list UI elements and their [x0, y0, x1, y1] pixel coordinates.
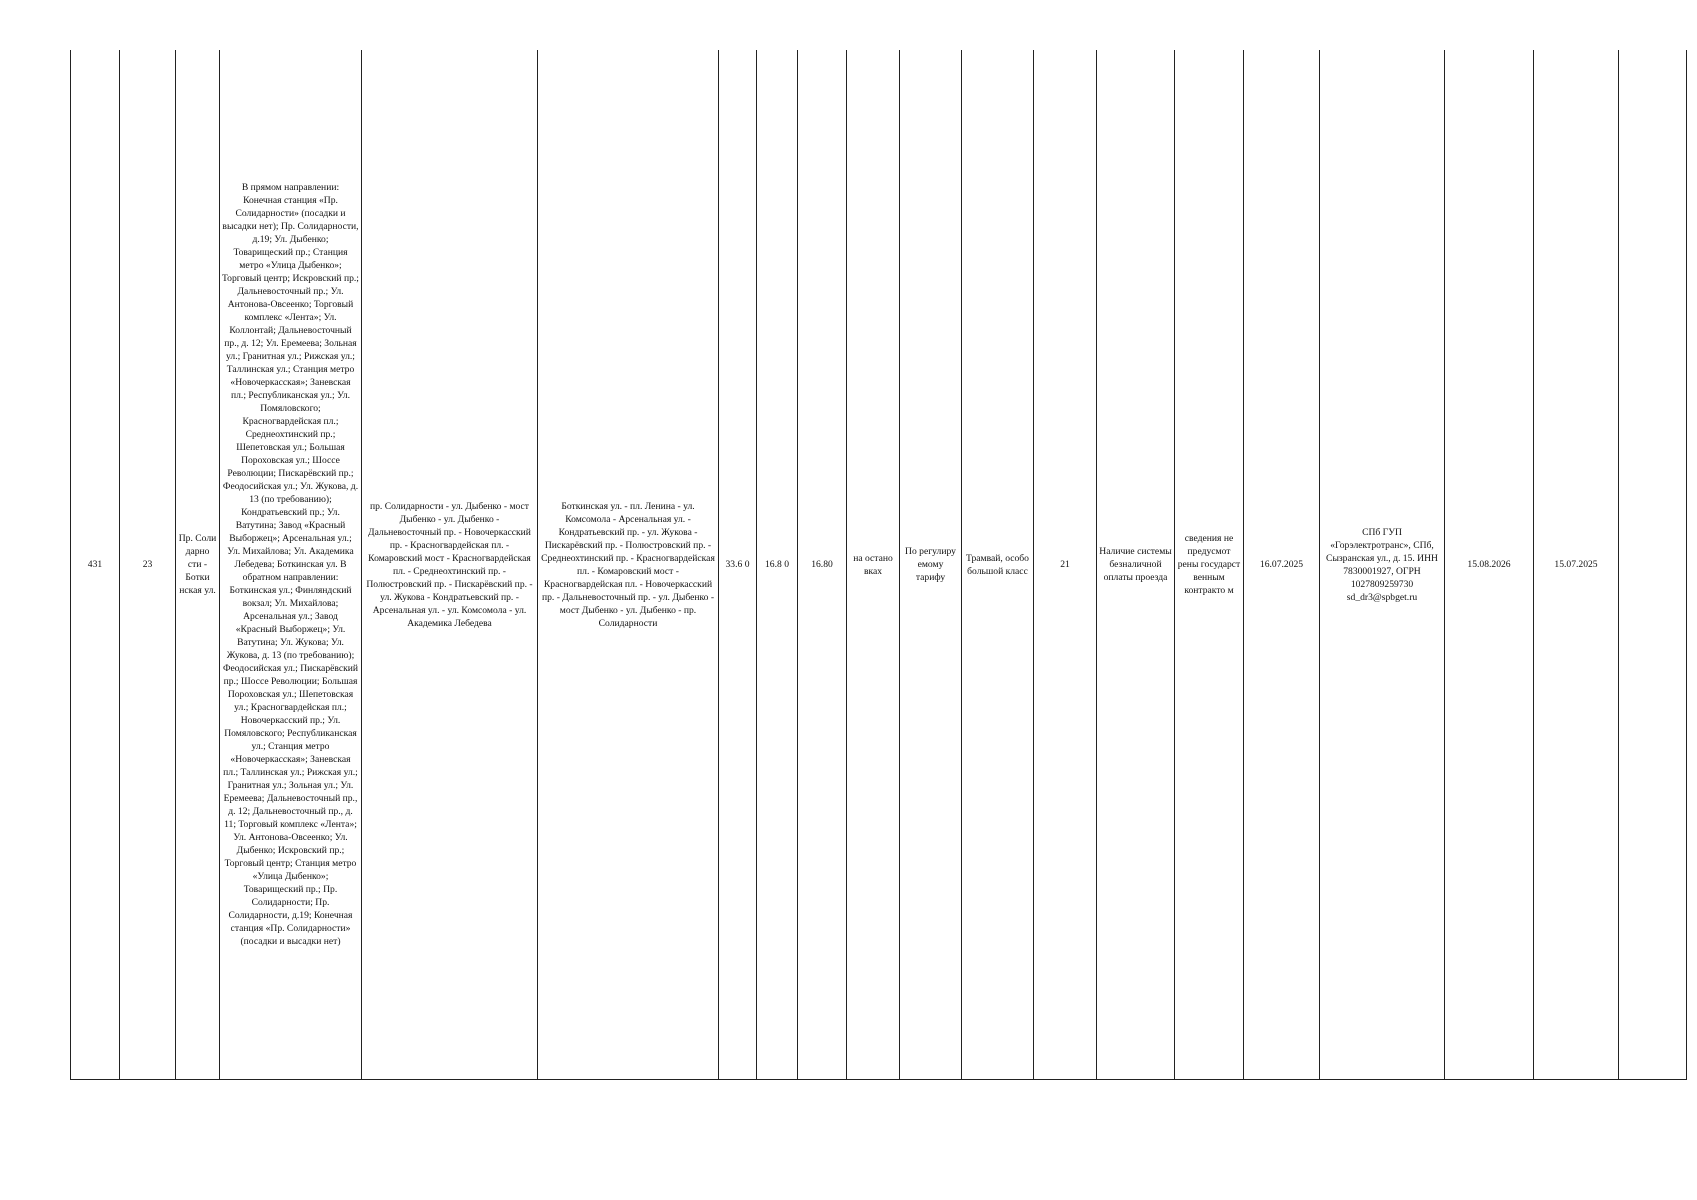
route-name-cell: Пр. Соли дарно сти - Ботки нская ул. — [176, 50, 220, 1080]
date-a-cell: 15.08.2026 — [1445, 50, 1534, 1080]
length-backward-cell: 16.80 — [798, 50, 847, 1080]
date-b-cell: 15.07.2025 — [1534, 50, 1619, 1080]
start-date-cell: 16.07.2025 — [1244, 50, 1320, 1080]
features-cell: Наличие системы безналичной оплаты проезда — [1097, 50, 1175, 1080]
boarding-order-cell: на остано вках — [847, 50, 900, 1080]
extra-cell — [1619, 50, 1687, 1080]
vehicle-cell: Трамвай, особо большой класс — [962, 50, 1034, 1080]
fare-type-cell: По регулиру емому тарифу — [900, 50, 962, 1080]
table-row — [71, 50, 1687, 1080]
carrier-cell: СПб ГУП «Горэлектротранс», СПб, Сызранская ул., д. 15. ИНН 7830001927, ОГРН 1027809259730 sd_dr3@spbget.ru — [1320, 50, 1445, 1080]
route-registry-table — [70, 50, 1687, 1080]
vehicle-count-cell: 21 — [1034, 50, 1097, 1080]
stops-cell: В прямом направлении: Конечная станция «Пр. Солидарности» (посадки и высадки нет); Пр. Солидарности, д.19; Ул. Дыбенко; Товарищеский пр.; Станция метро «Улица Дыбенко»; Торговый центр; Искровский пр.; Дальневосточный пр.; Ул. Антонова-Овсеенко; Торговый комплекс «Лента»; Ул. Коллонтай; Дальневосточный пр., д. 12; Ул. Еремеева; Зольная ул.; Гранитная ул.; Рижская ул.; Таллинская ул.; Станция метро «Новочеркасская»; Заневская пл.; Республиканская ул.; Ул. Помяловского; Красногвардейская пл.; Среднеохтинский пр.; Шепетовская ул.; Большая Пороховская ул.; Шоссе Революции; Пискарёвский пр.; Феодосийская ул.; Ул. Жукова, д. 13 (по требованию); Кондратьевский пр.; Ул. Ватутина; Завод «Красный Выборжец»; Арсенальная ул.; Ул. Михайлова; Ул. Академика Лебедева; Боткинская ул. В обратном направлении: Боткинская ул.; Финляндский вокзал; Ул. Михайлова; Арсенальная ул.; Завод «Красный Выборжец»; Ул. Ватутина; Ул. Жукова; Ул. Жукова, д. 13 (по требованию); Феодосийская ул.; Пискарёвский пр.; Шоссе Революции; Большая Пороховская ул.; Шепетовская ул.; Красногвардейская пл.; Новочеркасский пр.; Ул. Помяловского; Республиканская ул.; Станция метро «Новочеркасская»; Заневская пл.; Таллинская ул.; Рижская ул.; Гранитная ул.; Зольная ул.; Ул. Еремеева; Дальневосточный пр., д. 12; Дальневосточный пр., д. 11; Торговый комплекс «Лента»; Ул. Антонова-Овсеенко; Ул. Дыбенко; Искровский пр.; Торговый центр; Станция метро «Улица Дыбенко»; Товарищеский пр.; Пр. Солидарности; Пр. Солидарности, д.19; Конечная станция «Пр. Солидарности» (посадки и высадки нет) — [220, 50, 362, 1080]
path-forward-cell: пр. Солидарности - ул. Дыбенко - мост Дыбенко - ул. Дыбенко - Дальневосточный пр. - Новочеркасский пр. - Красногвардейская пл. - Комаровский мост - Красногвардейская пл. - Среднеохтинский пр. - Полюстровский пр. - Пискарёвский пр. - ул. Жукова - Кондратьевский пр. - Арсенальная ул. - ул. Комсомола - ул. Академика Лебедева — [362, 50, 538, 1080]
route-number-cell: 23 — [120, 50, 176, 1080]
reg-number-cell: 431 — [71, 50, 120, 1080]
length-total-cell: 33.6 0 — [719, 50, 757, 1080]
path-backward-cell: Боткинская ул. - пл. Ленина - ул. Комсомола - Арсенальная ул. - Кондратьевский пр. - ул. Жукова - Пискарёвский пр. - Полюстровский пр. - Среднеохтинский пр. - Красногвардейская пл. - Комаровский мост - Красногвардейская пл. - Новочеркасский пр. - Дальневосточный пр. - ул. Дыбенко - мост Дыбенко - ул. Дыбенко - пр. Солидарности — [538, 50, 719, 1080]
length-forward-cell: 16.8 0 — [757, 50, 798, 1080]
contract-info-cell: сведения не предусмот рены государст венным контракто м — [1175, 50, 1244, 1080]
